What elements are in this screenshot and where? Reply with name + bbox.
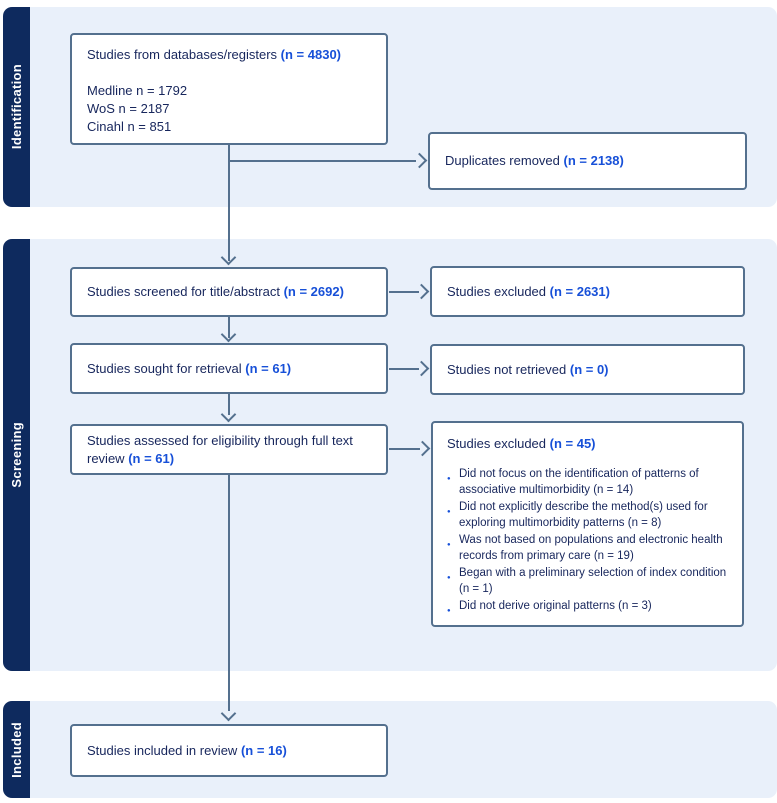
box-screened-title (87, 283, 344, 301)
box-excluded-screening-n: (n = 2631) (549, 283, 610, 299)
exclusion-reason: ● Did not explicitly describe the method(s) used for exploring multimorbidity patterns (n = 8) (447, 499, 732, 531)
exclusion-reason: ● Did not derive original patterns (n = 3) (447, 598, 732, 614)
box-included (70, 724, 388, 777)
source-cinahl: Cinahl n = 851 (87, 119, 172, 134)
box-not-retrieved-n: (n = 0) (569, 361, 609, 377)
exclusion-reason: ● Was not based on populations and electronic health records from primary care (n = 19) (447, 532, 732, 564)
exclusion-reasons-list (447, 466, 732, 614)
box-duplicates-removed (428, 132, 747, 190)
box-excluded-screening (430, 266, 745, 317)
box-excluded-screening-text: Studies excluded (447, 283, 547, 299)
box-eligibility-text: Studies assessed for eligibility through full text review (87, 432, 353, 466)
arrow-line-databases-down (228, 145, 230, 261)
source-medline: Medline n = 1792 (87, 83, 188, 98)
sidebar-label-screening: Screening (9, 422, 24, 488)
box-sought-text: Studies sought for retrieval (87, 360, 242, 376)
box-excluded-fulltext-text: Studies excluded (447, 436, 547, 451)
box-sought-title (87, 360, 291, 378)
sidebar-tab-included (3, 701, 30, 798)
box-databases (70, 33, 388, 145)
sidebar-label-identification: Identification (9, 64, 24, 150)
exclusion-reason: ● Began with a preliminary selection of index condition (n = 1) (447, 565, 732, 597)
exclusion-reason: ● Did not focus on the identification of patterns of associative multimorbidity (n = 14) (447, 466, 732, 498)
box-not-retrieved-text: Studies not retrieved (447, 361, 567, 377)
box-databases-title (87, 46, 374, 64)
box-included-text: Studies included in review (87, 742, 238, 758)
box-not-retrieved (430, 344, 745, 395)
box-excluded-fulltext (431, 421, 744, 627)
box-excluded-fulltext-n: (n = 45) (549, 436, 596, 451)
box-screened-n: (n = 2692) (283, 284, 344, 299)
box-included-n: (n = 16) (240, 742, 287, 758)
box-duplicates-n: (n = 2138) (563, 153, 624, 168)
box-eligibility-n: (n = 61) (128, 450, 175, 466)
box-eligibility-title (87, 432, 374, 468)
sidebar-tab-screening (3, 239, 30, 671)
box-screened (70, 267, 388, 317)
box-duplicates-text: Duplicates removed (445, 153, 560, 168)
box-eligibility (70, 424, 388, 475)
arrow-line-eligibility-down (228, 475, 230, 711)
box-included-title (87, 742, 287, 760)
box-sought (70, 343, 388, 394)
box-sought-n: (n = 61) (245, 360, 292, 376)
box-databases-text: Studies from databases/registers (87, 47, 278, 62)
box-duplicates-title (445, 152, 624, 170)
box-excluded-fulltext-title (447, 435, 732, 453)
source-wos: WoS n = 2187 (87, 101, 170, 116)
box-excluded-screening-title (447, 283, 610, 301)
box-screened-text: Studies screened for title/abstract (87, 284, 280, 299)
sidebar-tab-identification (3, 7, 30, 207)
box-not-retrieved-title (447, 361, 609, 379)
sidebar-label-included: Included (9, 721, 24, 778)
box-databases-n: (n = 4830) (280, 47, 342, 62)
arrow-line-to-duplicates (228, 160, 416, 162)
